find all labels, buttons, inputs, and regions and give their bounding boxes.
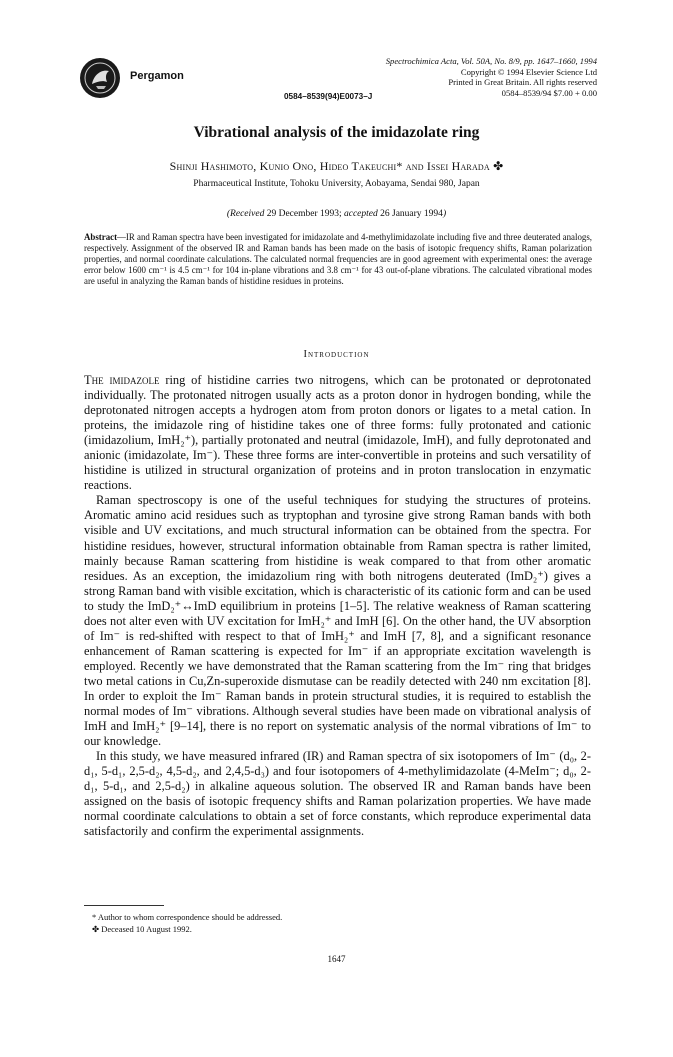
footnote: * Author to whom correspondence should be addressed. bbox=[92, 912, 283, 922]
article-code: 0584–8539(94)E0073–J bbox=[284, 92, 373, 101]
copyright-line: Copyright © 1994 Elsevier Science Ltd bbox=[460, 66, 597, 77]
article-title: Vibrational analysis of the imidazolate ring bbox=[193, 124, 480, 141]
footnote: ✤ Deceased 10 August 1992. bbox=[92, 924, 192, 934]
body-text bbox=[84, 373, 591, 839]
journal-line: Spectrochimica Acta, Vol. 50A, No. 8/9, pp. 1647–1660, 1994 bbox=[385, 56, 597, 66]
journal-citation-block bbox=[386, 56, 597, 98]
author-list: Shinji Hashimoto, Kunio Ono, Hideo Takeuchi* and Issei Harada ✤ bbox=[169, 159, 504, 173]
received-dates: (Received 29 December 1993; accepted 26 January 1994) bbox=[226, 209, 447, 219]
abstract bbox=[84, 232, 592, 287]
publisher-name: Pergamon bbox=[130, 70, 184, 82]
printed-line: Printed in Great Britain. All rights reserved bbox=[448, 77, 597, 87]
paragraph: Raman spectroscopy is one of the useful techniques for studying the structures of proteins. Aromatic amino acid residues such as tryptophan and tyrosine give strong Raman bands with both visible and UV excitations, and much structural information can be obtained from the spectra. For histidine residues, however, structural information obtainable from Raman spectra is rather limited, mainly because Raman scattering from histidine is weak compared to that from other aromatic residues. As an exception, the imidazolium ring with both nitrogens deuterated (ImD₂⁺) gives a strong Raman band with visible excitation, which is characteristic of its cationic form and can be used to study the ImD₂⁺↔ImD equilibrium in proteins [1–5]. The relative weakness of Raman scattering does not alter even with UV excitation for ImH₂⁺ and ImH [6]. On the other hand, the UV absorption of Im⁻ is red-shifted with respect to that of ImH₂⁺ and ImH [7, 8], and a significant resonance enhancement of Raman scattering is expected for Im⁻ if an appropriate excitation wavelength is employed. Recently we have demonstrated that the Raman scattering from the Im⁻ ring that bridges two metal cations in Cu,Zn-superoxide dismutase can be readily detected with 240 nm excitation [8]. In order to exploit the Im⁻ Raman bands in protein structural studies, it is required to establish the normal modes of Im⁻ vibrations. Although several studies have been made on vibrational analysis of ImH and ImH₂⁺ [9–14], there is no report on systematic analysis of the normal vibrations of Im⁻ to our knowledge. bbox=[84, 493, 591, 749]
footnote-divider bbox=[84, 905, 164, 906]
pergamon-logo bbox=[80, 58, 120, 98]
page-number: 1647 bbox=[327, 954, 346, 964]
footnotes bbox=[92, 911, 282, 935]
abstract-text: —IR and Raman spectra have been investigated for imidazolate and 4-methylimidazolate including five and three deuterated analogs, respectively. Assignment of the observed IR and Raman bands has been made on the basis of isotopic frequency shifts, Raman polarization properties, and normal coordinate calculations. The calculated normal frequencies are in good agreement with experimental ones: the average error below 1600 cm⁻¹ is 4.5 cm⁻¹ for 104 in-plane vibrations and 3.8 cm⁻¹ for 43 out-of-plane vibrations. The calculated vibrational modes are useful in analyzing the Raman bands of histidine residues in proteins. bbox=[84, 232, 592, 286]
abstract-label: Abstract bbox=[84, 232, 118, 242]
paragraph: The imidazole ring of histidine carries two nitrogens, which can be protonated or deprotonated individually. The protonated nitrogen usually acts as a proton donor in hydrogen bonding, while the deprotonated nitrogen accepts a hydrogen atom from proton donors or ligates to a metal cation. In proteins, the imidazole ring of histidine takes one of three forms: fully protonated and cationic (imidazolium, ImH₂⁺), partially protonated and neutral (imidazole, ImH), and fully deprotonated and anionic (imidazolate, Im⁻). These three forms are inter-convertible in proteins and such versatility of histidine is utilized in structural organization of proteins and in proton translocation in enzymatic reactions. bbox=[84, 373, 592, 493]
affiliation: Pharmaceutical Institute, Tohoku University, Aobayama, Sendai 980, Japan bbox=[193, 179, 480, 189]
section-heading: Introduction bbox=[303, 349, 370, 360]
paragraph: In this study, we have measured infrared (IR) and Raman spectra of six isotopomers of Im⁻ (d₀, 2-d₁, 5-d₁, 2,5-d₂, 4,5-d₂, and 2,4,5-d₃) and four isotopomers of 4-methylimidazolate (4-MeIm⁻; d₀, 2-d₁, 5-d₁, and 2,5-d₂) in alkaline aqueous solution. The observed IR and Raman bands have been assigned on the basis of isotopic frequency shifts and Raman polarization properties. We have made normal coordinate calculations to obtain a set of force constants, which reproduce experimental data satisfactorily and confirm the experimental assignments. bbox=[84, 749, 591, 839]
price-code: 0584–8539/94 $7.00 + 0.00 bbox=[501, 87, 597, 98]
